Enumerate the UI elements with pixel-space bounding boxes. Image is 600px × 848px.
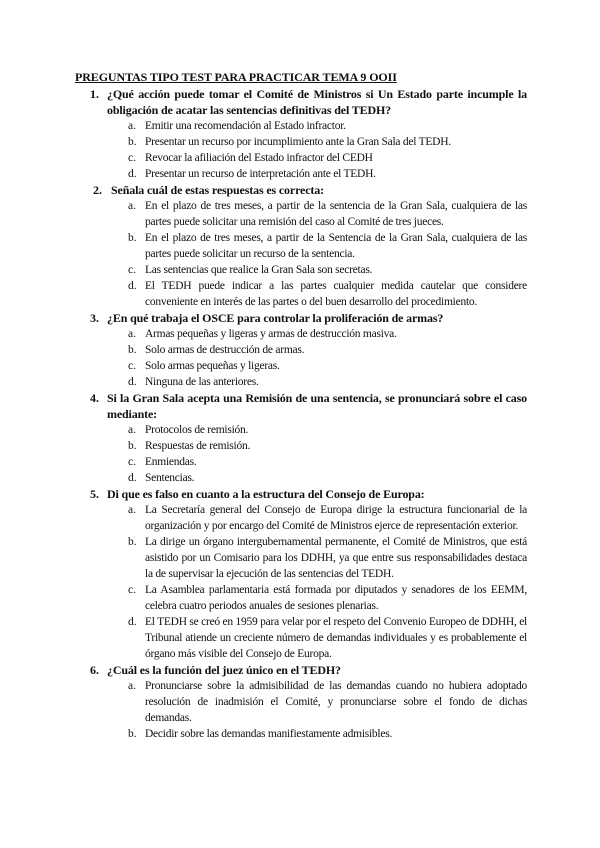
option-list [0, 422, 600, 486]
question-text: Si la Gran Sala acepta una Remisión de una sentencia, se pronunciará sobre el caso mediante: [107, 391, 527, 421]
option-letter: a. [128, 328, 136, 340]
question-1 [0, 86, 600, 182]
option-text: Solo armas de destrucción de armas. [145, 344, 305, 356]
option-list [0, 678, 600, 742]
option-list [0, 326, 600, 390]
option-item [0, 278, 600, 310]
question-number: 3. [90, 311, 99, 325]
option-item [0, 534, 600, 582]
option-item [0, 502, 600, 534]
option-text: En el plazo de tres meses, a partir de la Sentencia de la Gran Sala, cualquiera de las partes puede solicitar un recurso de la sentencia. [145, 232, 527, 260]
option-text: La dirige un órgano intergubernamental permanente, el Comité de Ministros, que está asistido por un Comisario para los DDHH, ya que entre sus responsabilidades destaca la de supervisar la ejecución de las sentencias del TEDH. [145, 536, 527, 580]
option-text: Las sentencias que realice la Gran Sala son secretas. [145, 264, 373, 276]
option-letter: b. [128, 232, 137, 244]
question-number: 6. [90, 663, 99, 677]
option-item [0, 582, 600, 614]
question-number: 1. [90, 87, 99, 101]
option-item [0, 262, 600, 278]
page-title: PREGUNTAS TIPO TEST PARA PRACTICAR TEMA 9 OOII [75, 70, 397, 84]
option-text: El TEDH se creó en 1959 para velar por el respeto del Convenio Europeo de DDHH, el Tribunal atiende un creciente número de demandas individuales y es probablemente el órgano más visible del Consejo de Europa. [145, 616, 527, 660]
option-text: Decidir sobre las demandas manifiestamente admisibles. [145, 728, 393, 740]
option-item [0, 678, 600, 726]
option-text: Solo armas pequeñas y ligeras. [145, 360, 280, 372]
option-item [0, 614, 600, 662]
question-list [0, 86, 600, 742]
option-letter: d. [128, 472, 137, 484]
option-letter: b. [128, 536, 137, 548]
question-text: ¿Qué acción puede tomar el Comité de Ministros si Un Estado parte incumple la obligación de acatar las sentencias definitivas del TEDH? [107, 87, 527, 117]
option-text: Enmiendas. [145, 456, 197, 468]
option-item [0, 230, 600, 262]
question-6 [0, 662, 600, 742]
option-item [0, 150, 600, 166]
option-text: Armas pequeñas y ligeras y armas de destrucción masiva. [145, 328, 397, 340]
option-letter: d. [128, 168, 137, 180]
option-item [0, 438, 600, 454]
option-item [0, 454, 600, 470]
option-letter: b. [128, 440, 137, 452]
option-item [0, 342, 600, 358]
option-letter: c. [128, 264, 136, 276]
option-letter: b. [128, 344, 137, 356]
option-item [0, 374, 600, 390]
option-letter: a. [128, 200, 136, 212]
option-item [0, 166, 600, 182]
option-list [0, 198, 600, 310]
option-item [0, 422, 600, 438]
option-text: Sentencias. [145, 472, 195, 484]
option-text: Presentar un recurso de interpretación ante el TEDH. [145, 168, 376, 180]
option-letter: c. [128, 456, 136, 468]
option-letter: a. [128, 424, 136, 436]
option-list [0, 502, 600, 662]
option-text: En el plazo de tres meses, a partir de la sentencia de la Gran Sala, cualquiera de las partes puede solicitar una remisión del caso al Comité de tres jueces. [145, 200, 527, 228]
option-item [0, 118, 600, 134]
question-number: 5. [90, 487, 99, 501]
option-letter: c. [128, 152, 136, 164]
option-letter: a. [128, 504, 136, 516]
question-number: 2. [93, 183, 102, 197]
option-letter: d. [128, 616, 137, 628]
question-text: ¿En qué trabaja el OSCE para controlar la proliferación de armas? [107, 311, 444, 325]
option-letter: b. [128, 728, 137, 740]
option-item [0, 198, 600, 230]
question-text: ¿Cuál es la función del juez único en el TEDH? [107, 663, 341, 677]
option-letter: c. [128, 584, 136, 596]
question-3 [0, 310, 600, 390]
option-letter: d. [128, 376, 137, 388]
option-item [0, 326, 600, 342]
option-text: Revocar la afiliación del Estado infractor del CEDH [145, 152, 373, 164]
question-text: Señala cuál de estas respuestas es correcta: [111, 183, 324, 197]
option-text: La Asamblea parlamentaria está formada por diputados y senadores de los EEMM, celebra cuatro periodos anuales de sesiones plenarias. [145, 584, 527, 612]
option-text: Pronunciarse sobre la admisibilidad de las demandas cuando no hubiera adoptado resolución de inadmisión el Comité, y pronunciarse sobre el fondo de dichas demandas. [145, 680, 527, 724]
option-text: Ninguna de las anteriores. [145, 376, 259, 388]
option-letter: c. [128, 360, 136, 372]
option-text: El TEDH puede indicar a las partes cualquier medida cautelar que considere conveniente en interés de las partes o del buen desarrollo del procedimiento. [145, 280, 527, 308]
option-letter: a. [128, 680, 136, 692]
option-text: Protocolos de remisión. [145, 424, 249, 436]
question-number: 4. [90, 391, 99, 405]
option-item [0, 358, 600, 374]
option-text: Presentar un recurso por incumplimiento ante la Gran Sala del TEDH. [145, 136, 451, 148]
option-letter: a. [128, 120, 136, 132]
question-5 [0, 486, 600, 662]
question-text: Di que es falso en cuanto a la estructura del Consejo de Europa: [107, 487, 425, 501]
option-text: Emitir una recomendación al Estado infractor. [145, 120, 346, 132]
option-text: Respuestas de remisión. [145, 440, 251, 452]
question-2 [0, 182, 600, 310]
option-letter: d. [128, 280, 137, 292]
option-list [0, 118, 600, 182]
option-text: La Secretaría general del Consejo de Europa dirige la estructura funcionarial de la organización y por encargo del Comité de Ministros ejerce de representación exterior. [145, 504, 527, 532]
option-item [0, 726, 600, 742]
option-item [0, 134, 600, 150]
option-letter: b. [128, 136, 137, 148]
option-item [0, 470, 600, 486]
question-4 [0, 390, 600, 486]
